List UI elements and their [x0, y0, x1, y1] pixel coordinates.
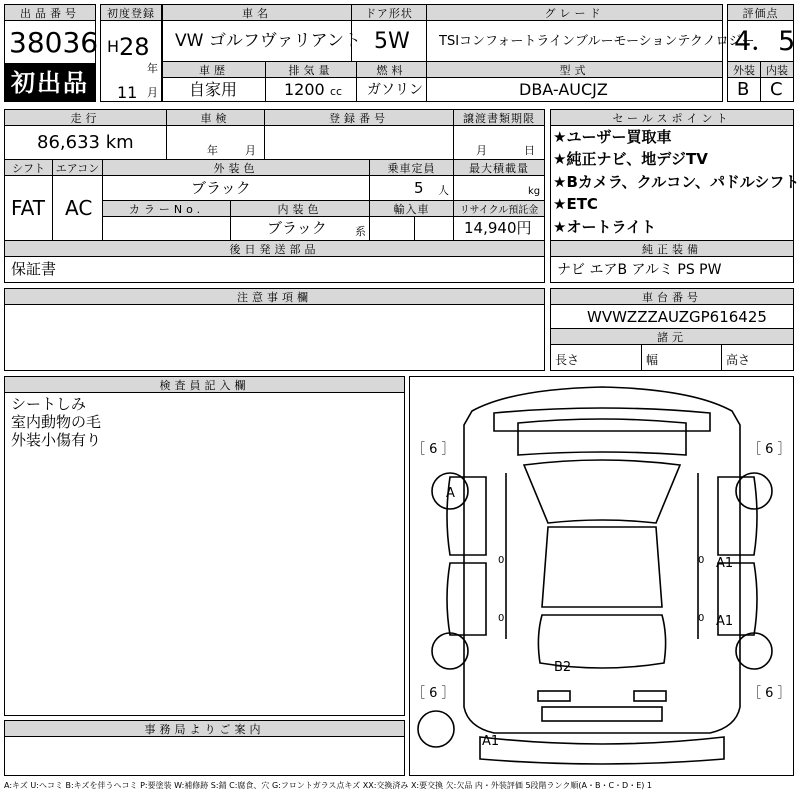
exterior-grade-cell — [727, 77, 761, 102]
car-diagram-panel — [409, 376, 794, 776]
capacity-unit: 人 — [438, 184, 449, 197]
fuel: ガソリン — [367, 82, 423, 98]
exterior-grade: B — [737, 79, 750, 100]
lot-number: 38036 — [9, 26, 99, 59]
right-front-door-mark: A1 — [716, 556, 734, 571]
door-header: ドア形状 — [351, 4, 427, 21]
later-parts-header: 後日発送部品 — [4, 240, 545, 257]
interior-color-header: 内装色 — [230, 200, 370, 217]
lot-number-cell — [4, 20, 99, 64]
vin: WVWZZZAUZGP616425 — [587, 308, 767, 326]
sales-points-cell — [550, 125, 800, 241]
ac-header: エアコン — [52, 159, 103, 176]
capacity-cell — [369, 175, 454, 201]
car-name-cell — [162, 20, 361, 62]
mileage-cell — [4, 125, 167, 160]
equipment-cell — [550, 256, 794, 283]
capacity: 5 — [414, 179, 424, 197]
vin-cell — [550, 304, 794, 329]
model-header: 型式 — [426, 61, 723, 78]
vin-header: 車台番号 — [550, 288, 794, 305]
first-registration-header: 初度登録 — [100, 4, 162, 21]
model: DBA-AUCJZ — [519, 80, 608, 99]
grade-cell — [426, 20, 755, 62]
first-registration-cell — [100, 20, 162, 102]
height-label: 高さ — [726, 353, 751, 367]
door-cell — [351, 20, 427, 62]
zero-mark: 0 — [498, 613, 505, 624]
front-left-wheel-mark: A — [446, 486, 455, 501]
exterior-color: ブラック — [191, 179, 251, 197]
interior-color-cell — [230, 216, 370, 241]
mileage-header: 走行 — [4, 109, 167, 126]
notes-header: 注意事項欄 — [4, 288, 545, 305]
equipment: ナビ エアB アルミ PS PW — [557, 262, 722, 278]
door-type: 5W — [374, 29, 410, 54]
inspector-note: 室内動物の毛 — [11, 413, 102, 431]
history-cell — [162, 77, 266, 102]
inspector-note: 外装小傷有り — [11, 431, 102, 449]
ac: AC — [65, 196, 93, 220]
length-cell — [550, 344, 642, 371]
zero-mark: 0 — [498, 555, 505, 566]
plate-cell — [264, 125, 454, 160]
shift-cell — [4, 175, 53, 241]
reg-year: 28 — [119, 33, 150, 61]
displacement-unit: cc — [330, 85, 343, 98]
first-listing-badge — [4, 63, 96, 102]
inspector-note: シートしみ — [11, 395, 87, 413]
tire-depth-rear-left: ［ 6 ］ — [412, 686, 455, 701]
transfer-day: 日 — [524, 144, 535, 157]
interior-grade-cell — [760, 77, 794, 102]
interior-grade: C — [770, 79, 783, 100]
zero-mark: 0 — [698, 613, 705, 624]
score-cell — [727, 20, 794, 62]
capacity-header: 乗車定員 — [369, 159, 454, 176]
max-load-cell — [453, 175, 545, 201]
transfer-deadline-header: 譲渡書類期限 — [453, 109, 545, 126]
interior-color-suffix: 系 — [355, 225, 366, 238]
displacement: 1200 — [284, 80, 325, 99]
model-cell — [426, 77, 723, 102]
sales-point: ★Bカメラ、クルコン、パドルシフト — [553, 173, 800, 191]
recycle-header: リサイクル預託金 — [453, 200, 545, 217]
zero-mark: 0 — [698, 555, 705, 566]
exterior-grade-header: 外装 — [727, 61, 761, 78]
year-unit: 年 — [147, 62, 158, 75]
sales-point: ★純正ナビ、地デジTV — [553, 150, 708, 168]
rear-panel-mark: B2 — [554, 660, 572, 675]
sales-point: ★ユーザー買取車 — [553, 128, 672, 146]
damage-legend: A:キズ U:ヘコミ B:キズを伴うヘコミ P:要塗装 W:補修跡 S:錆 C:腐食、穴 G:フロントガラス点キズ XX:交換済み X:要交換 欠:欠品 内・外装評価 5段階ランク順(A・B・C・D・E) 1 — [4, 781, 653, 790]
length-label: 長さ — [555, 353, 580, 367]
displacement-cell — [265, 77, 357, 102]
grade-header: グレード — [426, 4, 723, 21]
era: H — [107, 37, 120, 56]
fuel-cell — [356, 77, 427, 102]
displacement-header: 排気量 — [265, 61, 357, 78]
car-name-header: 車名 — [162, 4, 352, 21]
history: 自家用 — [189, 80, 238, 99]
inspection-header: 車検 — [166, 109, 265, 126]
shift: FAT — [11, 196, 46, 220]
max-load-header: 最大積載量 — [453, 159, 545, 176]
later-parts-cell — [4, 256, 545, 283]
score: 4．5 — [734, 26, 796, 57]
notes-cell — [4, 304, 545, 371]
sales-point: ★オートライト — [553, 218, 656, 236]
ac-cell — [52, 175, 103, 241]
inspection-year: 年 — [207, 144, 218, 157]
exterior-color-header: 外装色 — [102, 159, 370, 176]
shift-header: シフト — [4, 159, 53, 176]
tire-depth-front-left: ［ 6 ］ — [412, 442, 455, 457]
grade: TSIコンフォートラインブルーモーションテクノロジー — [439, 34, 755, 49]
interior-color: ブラック — [267, 219, 327, 237]
mileage: 86,633 km — [37, 132, 134, 153]
color-number-cell — [102, 216, 231, 241]
car-name: VW ゴルフヴァリアント — [175, 31, 361, 51]
lot-number-header: 出品番号 — [4, 4, 96, 21]
interior-grade-header: 内装 — [760, 61, 794, 78]
plate-header: 登録番号 — [264, 109, 454, 126]
office-notice-header: 事務局よりご案内 — [4, 720, 405, 737]
inspector-notes-header: 検査員記入欄 — [4, 376, 405, 393]
transfer-deadline-cell — [453, 125, 545, 160]
sales-point: ★ETC — [553, 195, 598, 213]
width-cell — [641, 344, 722, 371]
inspection-month: 月 — [245, 144, 256, 157]
dimensions-header: 諸元 — [550, 328, 794, 345]
exterior-color-cell — [102, 175, 370, 201]
rear-bumper-mark: A1 — [482, 734, 500, 749]
badge-text: 初出品 — [11, 69, 89, 97]
import-header: 輸入車 — [369, 200, 454, 217]
car-diagram — [410, 377, 793, 775]
sales-points-header: セールスポイント — [550, 109, 794, 126]
month-unit: 月 — [147, 86, 158, 99]
equipment-header: 純正装備 — [550, 240, 794, 257]
load-unit: kg — [528, 186, 541, 197]
score-header: 評価点 — [727, 4, 794, 21]
history-header: 車歴 — [162, 61, 266, 78]
later-parts-value: 保証書 — [11, 260, 57, 278]
import-cell — [369, 216, 415, 241]
fuel-header: 燃料 — [356, 61, 427, 78]
height-cell — [721, 344, 794, 371]
transfer-month: 月 — [476, 144, 487, 157]
import-cell-2 — [414, 216, 454, 241]
inspector-notes-cell — [4, 392, 405, 716]
recycle-deposit: 14,940円 — [464, 219, 532, 237]
tire-depth-front-right: ［ 6 ］ — [748, 442, 791, 457]
office-notice-cell — [4, 736, 405, 776]
recycle-cell — [453, 216, 545, 241]
width-label: 幅 — [646, 353, 659, 367]
inspection-cell — [166, 125, 265, 160]
reg-month: 11 — [117, 83, 138, 102]
tire-depth-rear-right: ［ 6 ］ — [748, 686, 791, 701]
color-number-header: カラーNo. — [102, 200, 231, 217]
right-rear-door-mark: A1 — [716, 614, 734, 629]
